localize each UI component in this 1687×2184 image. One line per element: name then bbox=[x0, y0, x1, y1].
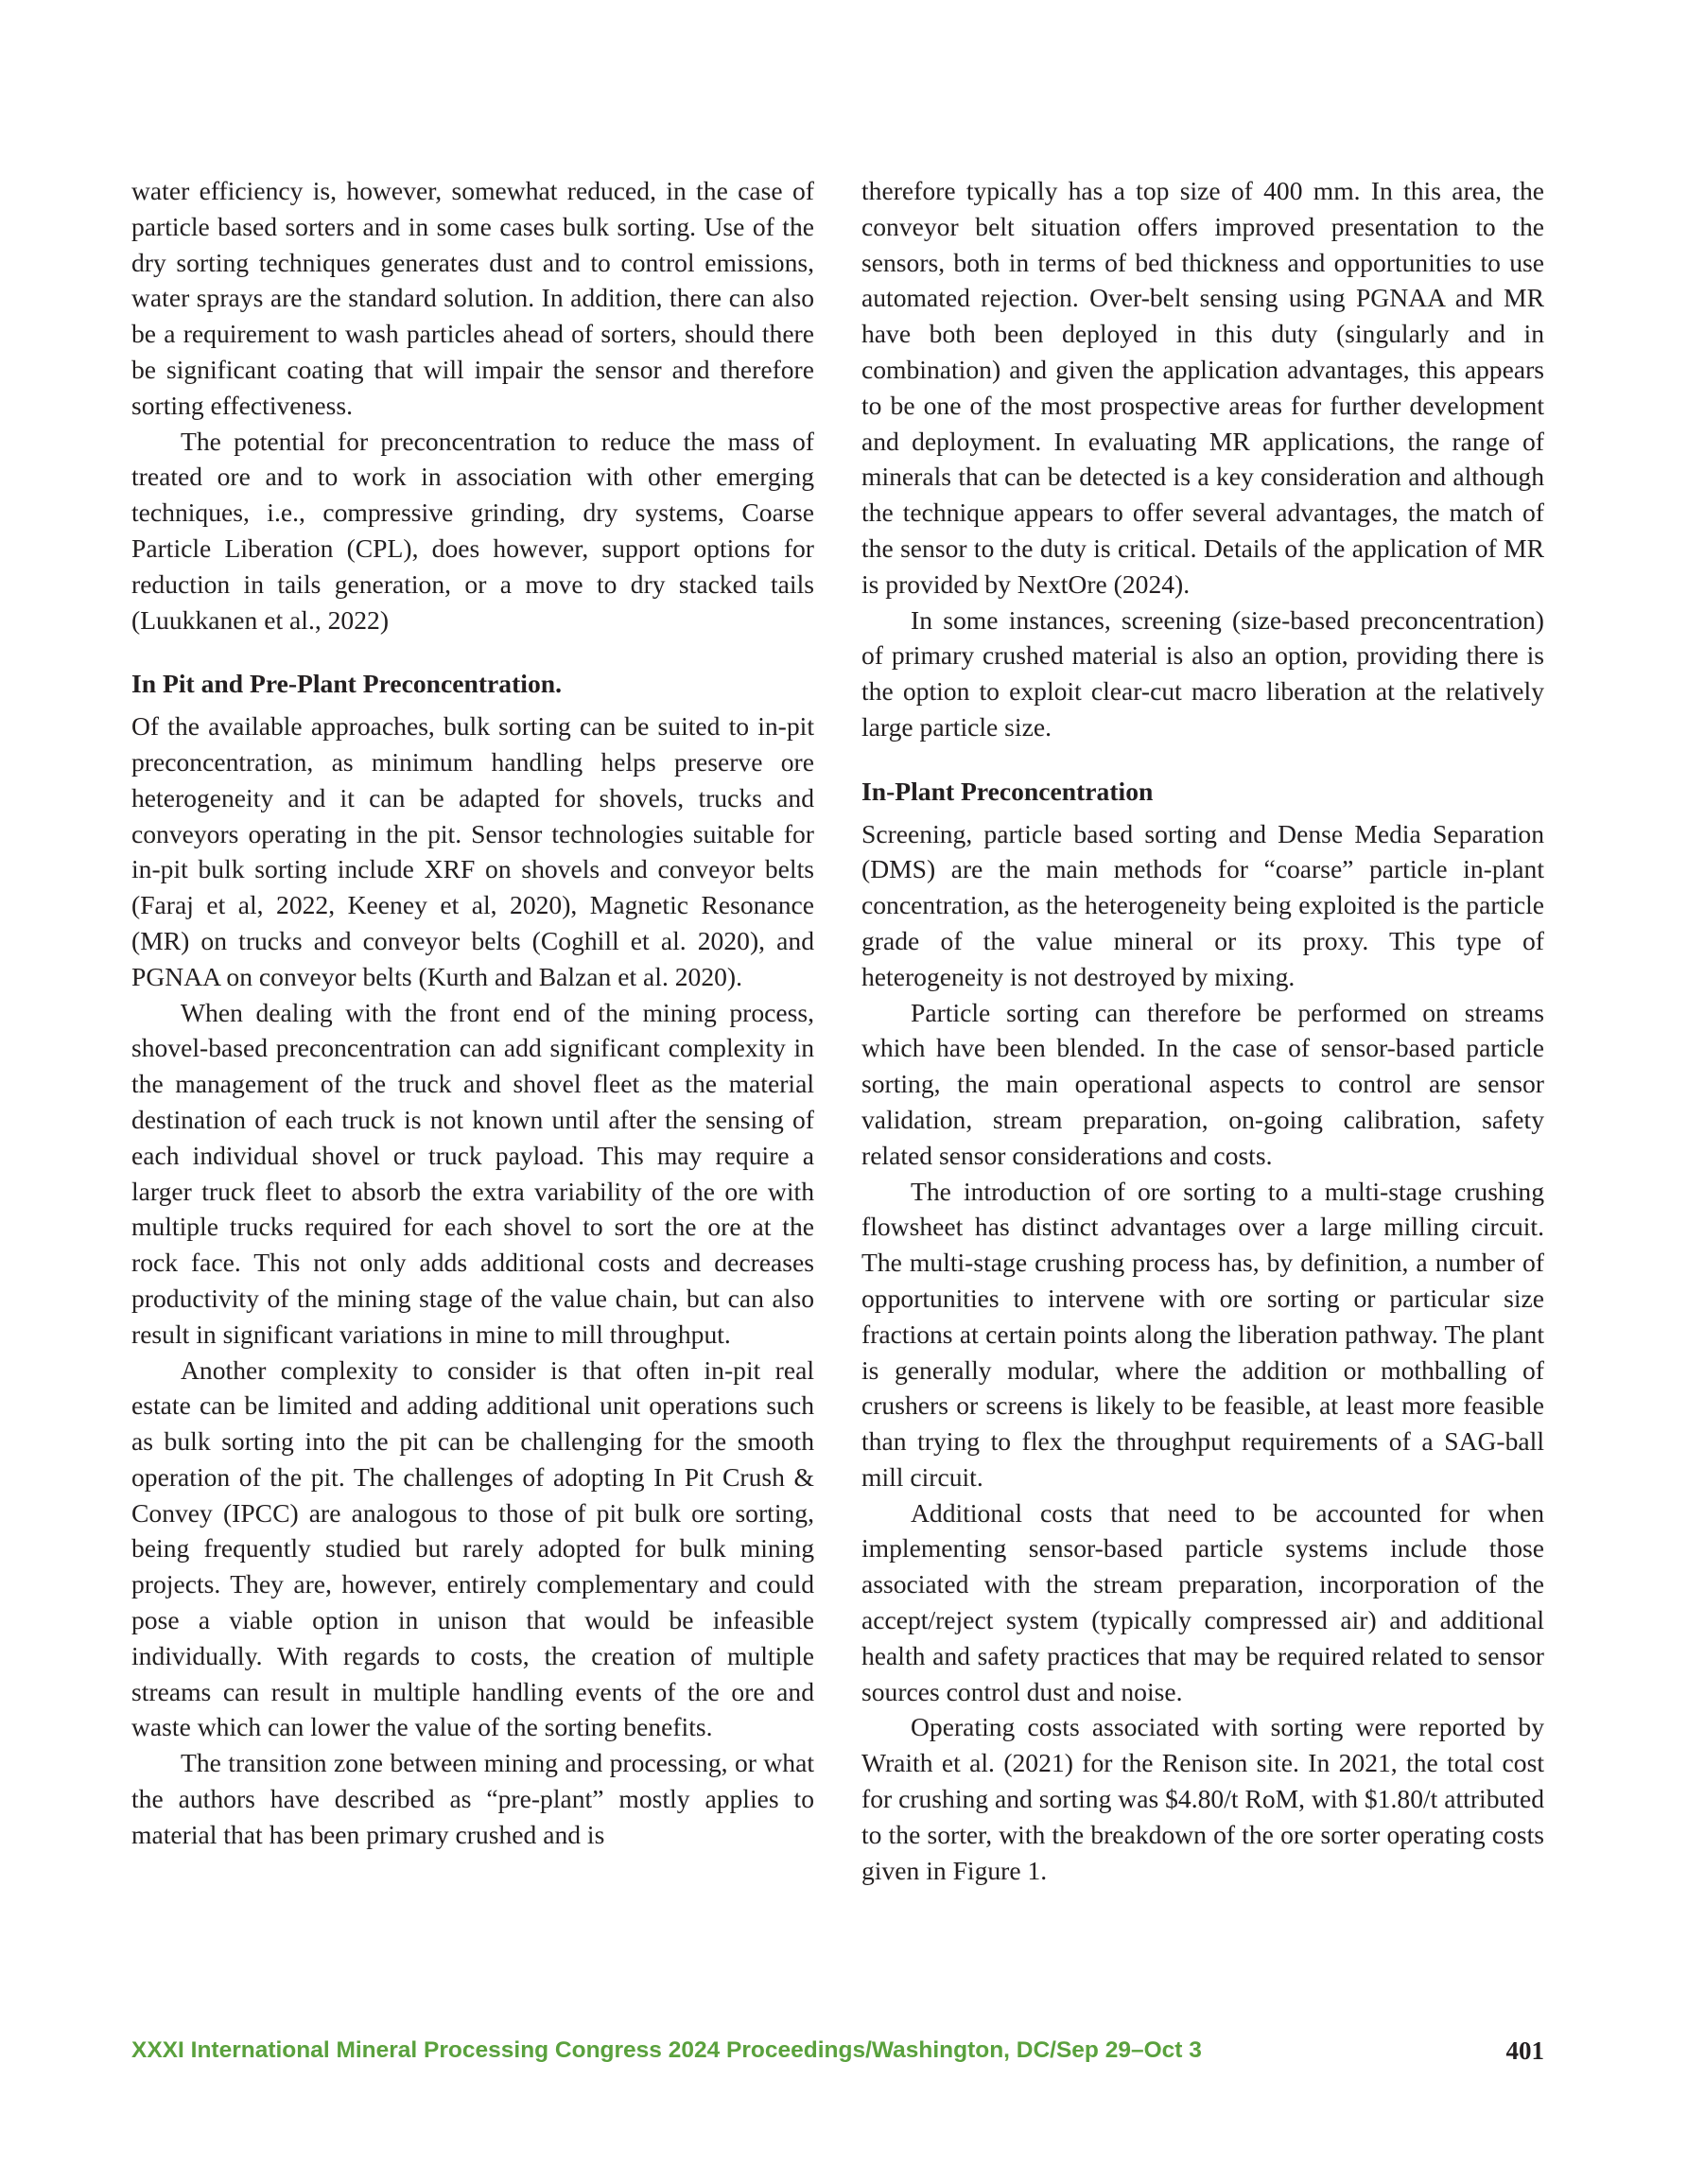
paragraph: The transition zone between mining and processing, or what the authors have described as “pre-plant” mostly applies to material that has been primary crushed and is bbox=[131, 1748, 814, 1849]
paragraph: When dealing with the front end of the mining process, shovel-based preconcentration can add significant complexity in the management of the truck and shovel fleet as the material destination of each truck is not known until after the sensing of each individual shovel or truck payload. This may require a larger truck fleet to absorb the extra variability of the ore with multiple trucks required for each shovel to sort the ore at the rock face. This not only adds additional costs and decreases productivity of the mining stage of the value chain, but can also result in significant variations in mine to mill throughput. bbox=[131, 997, 814, 1349]
paragraph: In some instances, screening (size-based preconcentration) of primary crushed material is also an option, providing there is the option to exploit clear-cut macro liberation at the relatively large particle size. bbox=[861, 604, 1544, 742]
paragraph: water efficiency is, however, somewhat reduced, in the case of particle based sorters and in some cases bulk sorting. Use of the dry sorting techniques generates dust and to control emissions, water sprays are the standard solution. In addition, there can also be a requirement to wash particles ahead of sorters, should there be significant coating that will impair the sensor and therefore sorting effectiveness. bbox=[131, 176, 814, 420]
page-number: 401 bbox=[1505, 2036, 1544, 2065]
paragraph: Of the available approaches, bulk sorting can be suited to in-pit preconcentration, as minimum handling helps preserve ore heterogeneity and it can be adapted for shovels, trucks and conveyors operating in the pit. Sensor technologies suitable for in-pit bulk sorting include XRF on shovels and conveyor belts (Faraj et al, 2022, Keeney et al, 2020), Magnetic Resonance (MR) on trucks and conveyor belts (Coghill et al. 2020), and PGNAA on conveyor belts (Kurth and Balzan et al. 2020). bbox=[131, 711, 814, 991]
paragraph: therefore typically has a top size of 400 mm. In this area, the conveyor belt situation offers improved presentation to the sensors, both in terms of bed thickness and opportunities to use automated rejection. Over-belt sensing using PGNAA and MR have both been deployed in this duty (singularly and in combination) and given the application advantages, this appears to be one of the most prospective areas for further development and deployment. In evaluating MR applications, the range of minerals that can be detected is a key consideration and although the technique appears to offer several advantages, the match of the sensor to the duty is critical. Details of the application of MR is provided by NextOre (2024). bbox=[861, 176, 1544, 599]
paragraph: Operating costs associated with sorting were reported by Wraith et al. (2021) for the Renison site. In 2021, the total cost for crushing and sorting was $4.80/t RoM, with $1.80/t attributed to the sorter, with the breakdown of the ore sorter operating costs given in Figure 1. bbox=[861, 1712, 1544, 1885]
paragraph: Additional costs that need to be accounted for when implementing sensor-based particle systems include those associated with the stream preparation, incorporation of the accept/reject system (typically compressed air) and additional health and safety practices that may be required related to sensor sources control dust and noise. bbox=[861, 1497, 1544, 1706]
paragraph: Screening, particle based sorting and Dense Media Separation (DMS) are the main methods for “coarse” particle in-plant concentration, as the heterogeneity being exploited is the particle grade of the value mineral or its proxy. This type of heterogeneity is not destroyed by mixing. bbox=[861, 818, 1544, 991]
paragraph: The introduction of ore sorting to a multi-stage crushing flowsheet has distinct advantages over a large milling circuit. The multi-stage crushing process has, by definition, a number of opportunities to intervene with ore sorting or particular size fractions at certain points along the liberation pathway. The plant is generally modular, where the addition or mothballing of crushers or screens is likely to be feasible, at least more feasible than trying to flex the throughput requirements of a SAG-ball mill circuit. bbox=[861, 1176, 1544, 1492]
section-heading-in-plant: In-Plant Preconcentration bbox=[861, 776, 1154, 806]
paragraph: Another complexity to consider is that often in-pit real estate can be limited and adding additional unit operations such as bulk sorting into the pit can be challenging for the smooth operation of the pit. The challenges of adopting In Pit Crush & Convey (IPCC) are analogous to those of pit bulk ore sorting, being frequently studied but rarely adopted for bulk mining projects. They are, however, entirely complementary and could pose a viable option in unison that would be infeasible individually. With regards to costs, the creation of multiple streams can result in multiple handling events of the ore and waste which can lower the value of the sorting benefits. bbox=[131, 1354, 814, 1742]
paragraph: Particle sorting can therefore be performed on streams which have been blended. In the case of sensor-based particle sorting, the main operational aspects to control are sensor validation, stream preparation, on-going calibration, safety related sensor considerations and costs. bbox=[861, 997, 1544, 1170]
page-footer bbox=[131, 2032, 1544, 2070]
right-column bbox=[861, 173, 1544, 1888]
section-heading-in-pit: In Pit and Pre-Plant Preconcentration. bbox=[131, 669, 562, 699]
left-column bbox=[131, 173, 814, 1853]
footer-proceedings-title: XXXI International Mineral Processing Congress 2024 Proceedings/Washington, DC/Sep 29–Oct 3 bbox=[131, 2037, 1202, 2063]
paragraph: The potential for preconcentration to reduce the mass of treated ore and to work in association with other emerging techniques, i.e., compressive grinding, dry systems, Coarse Particle Liberation (CPL), does however, support options for reduction in tails generation, or a move to dry stacked tails (Luukkanen et al., 2022) bbox=[131, 426, 814, 635]
